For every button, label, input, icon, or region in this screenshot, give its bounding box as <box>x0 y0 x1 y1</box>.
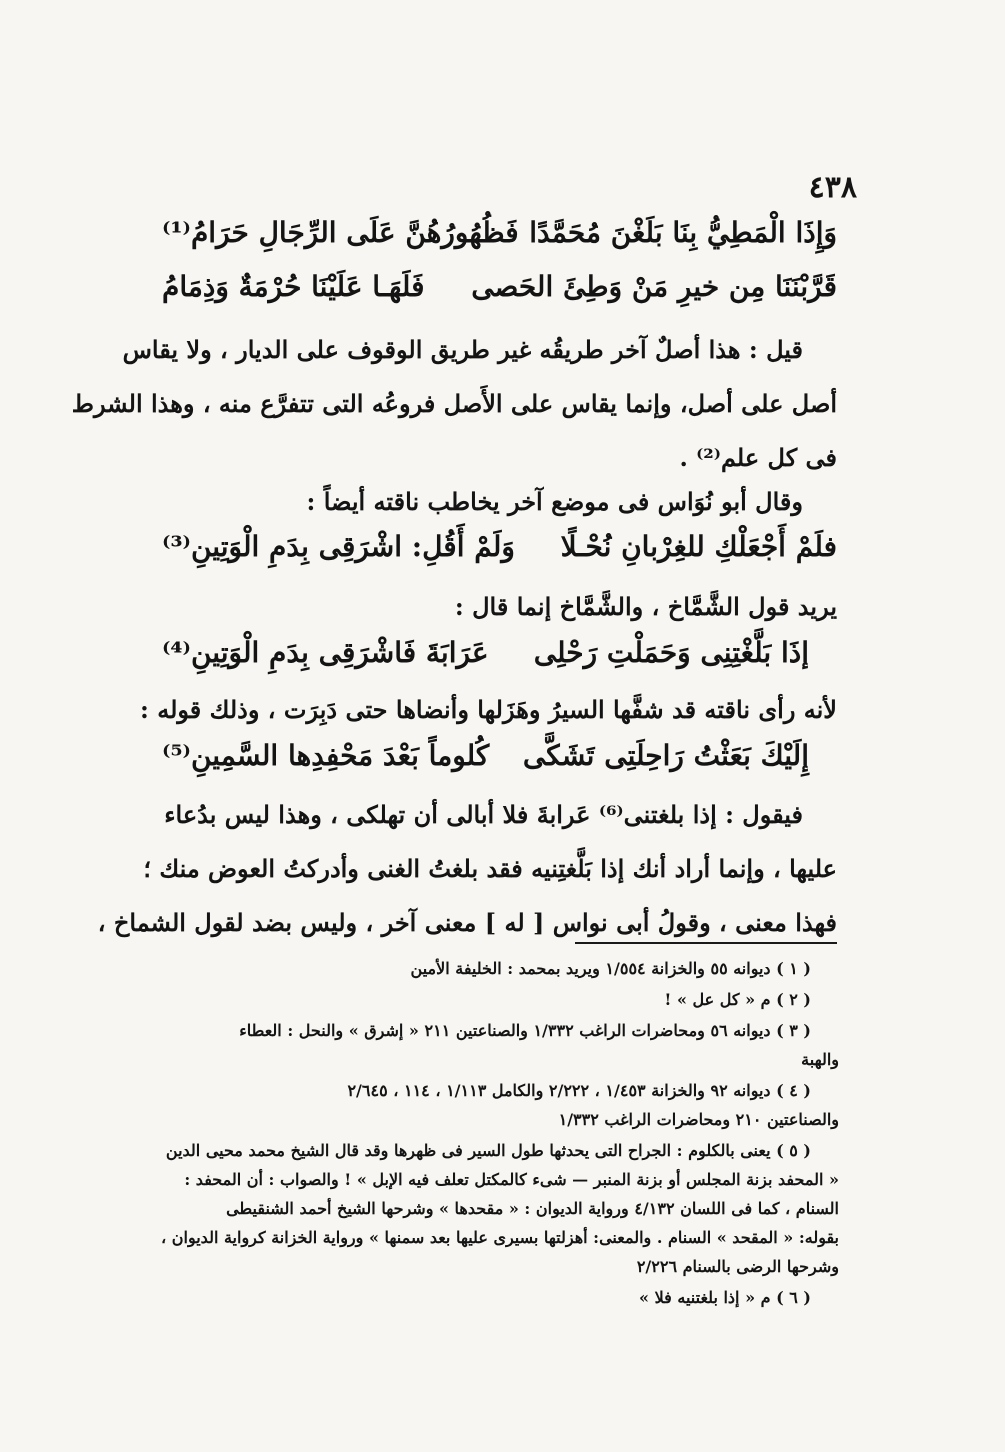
verse-line-2 <box>162 270 837 303</box>
text-line: عليها ، وإنما أراد أنك إذا بَلَّغتِنيه فقد بلغتُ الغنى وأدركتُ العوض منك ؛ <box>143 854 837 883</box>
verse-hemistich-right: قَرَّبْنَنَا مِن خيرِ مَنْ وَطِئَ الحَصى <box>471 270 837 303</box>
text-line: لأنه رأى ناقته قد شفَّها السيرُ وهَزَلها وأنضاها حتى دَبِرَت ، وذلك قوله : <box>139 695 837 724</box>
text-line: وقال أبو نُوَاس فى موضع آخر يخاطب ناقته أيضاً : <box>306 487 803 516</box>
verse-hemistich-left: فَظُهُورُهُنَّ عَلَى الرِّجَالِ حَرَامُ⁽¹⁾ <box>162 216 519 249</box>
footnote-line: السنام ، كما فى اللسان ٤/١٣٢ ورواية الديوان : « مقحدها » وشرحها الشيخ أحمد الشنقيطى <box>226 1199 839 1218</box>
footnote-4 <box>160 1076 839 1134</box>
footnote-2 <box>160 985 839 1014</box>
footnote-line: « المحفد بزنة المجلس أو بزنة المنبر — شىء كالمكتل تعلف فيه الإبل » ! والصواب : أن المحفد : <box>184 1170 839 1189</box>
footnote-line: ( ٤ ) ديوانه ٩٢ والخزانة ١/٤٥٣ ، ٢/٢٢٢ والكامل ١/١١٣ ، ١١٤ ، ٢/٦٤٥ <box>347 1081 811 1100</box>
footnote-line: ( ٥ ) يعنى بالكلوم : الجراح التى يحدثها طول السير فى ظهرها وقد قال الشيخ محمد محيى الدين <box>165 1141 811 1160</box>
verse-hemistich-right: إِلَيْكَ بَعَثْتُ رَاحِلَتِى تَشَكَّى <box>522 739 809 772</box>
verse-hemistich-right: فلَمْ أَجْعَلْكِ للغِرْبانِ نُحْـلًا <box>560 530 837 563</box>
paragraph-3 <box>162 580 837 634</box>
verse-line-1 <box>162 216 837 249</box>
text-line: يريد قول الشَّمَّاخ ، والشَّمَّاخ إنما قال : <box>454 592 837 621</box>
verse-hemistich-left: فَلَهَـا عَلَيْنَا حُرْمَةٌ وَذِمَامُ <box>162 270 425 303</box>
footnote-line: بقوله: « المقحد » السنام . والمعنى: أهزلتها بسيرى عليها بعد سمنها » ورواية الخزانة كرواية الديوان ، <box>161 1228 839 1247</box>
footnote-line: وشرحها الرضى بالسنام ٢/٢٢٦ <box>636 1257 839 1276</box>
footnote-divider <box>575 942 837 944</box>
footnote-6 <box>160 1283 839 1312</box>
footnote-line: ( ٣ ) ديوانه ٥٦ ومحاضرات الراغب ١/٣٣٢ والصناعتين ٢١١ « إشرق » والنحل : العطاء <box>239 1021 811 1040</box>
verse-line-5 <box>162 739 809 772</box>
text-line: فيقول : إذا بلغتنى⁽⁶⁾ عَرابةَ فلا أبالى أن تهلكى ، وهذا ليس بدُعاء <box>164 800 803 829</box>
footnote-line: والهبة <box>801 1050 839 1069</box>
verse-hemistich-left: وَلَمْ أَقُلِ: اشْرَقِى بِدَمِ الْوَتِينِ⁽³⁾ <box>162 530 515 563</box>
verse-hemistich-right: إذَا بَلَّغْتِنِى وَحَمَلْتِ رَحْلِى <box>533 636 809 669</box>
footnote-line: والصناعتين ٢١٠ ومحاضرات الراغب ١/٣٣٢ <box>558 1110 839 1129</box>
text-line: فهذا معنى ، وقولُ أبى نواس [ له ] معنى آخر ، وليس بضد لقول الشماخ ، <box>97 908 837 937</box>
footnote-line: ( ٢ ) م « كل عل » ! <box>664 990 811 1009</box>
verse-line-3 <box>162 530 837 563</box>
footnote-1 <box>160 954 839 983</box>
paragraph-1 <box>71 323 837 485</box>
text-line: قيل : هذا أصلٌ آخر طريقُه غير طريق الوقوف على الديار ، ولا يقاس <box>122 335 803 364</box>
page-number: ٤٣٨ <box>808 170 857 205</box>
text-line: أصل على أصل، وإنما يقاس على الأَصل فروعُه التى تتفرَّع منه ، وهذا الشرط <box>71 389 837 418</box>
verse-line-4 <box>162 636 809 669</box>
footnote-5 <box>160 1136 839 1281</box>
verse-hemistich-left: عَرَابَةَ فَاشْرَقِى بِدَمِ الْوَتِينِ⁽⁴⁾ <box>162 636 489 669</box>
footnote-line: ( ٦ ) م « إذا بلغتنيه فلا » <box>639 1288 811 1307</box>
footnote-line: ( ١ ) ديوانه ٥٥ والخزانة ١/٥٥٤ ويريد بمحمد : الخليفة الأمين <box>410 959 811 978</box>
footnotes <box>160 954 839 1314</box>
text-line: فى كل علم⁽²⁾ . <box>679 443 837 472</box>
paragraph-2 <box>162 475 837 529</box>
paragraph-4 <box>139 683 837 737</box>
verse-hemistich-right: وَإِذَا الْمَطِيُّ بِنَا بَلَغْنَ مُحَمَّدًا <box>529 216 837 249</box>
paragraph-5 <box>97 788 837 950</box>
footnote-3 <box>160 1016 839 1074</box>
verse-hemistich-left: كُلوماً بَعْدَ مَحْفِدِها السَّمِينِ⁽⁵⁾ <box>162 739 490 772</box>
